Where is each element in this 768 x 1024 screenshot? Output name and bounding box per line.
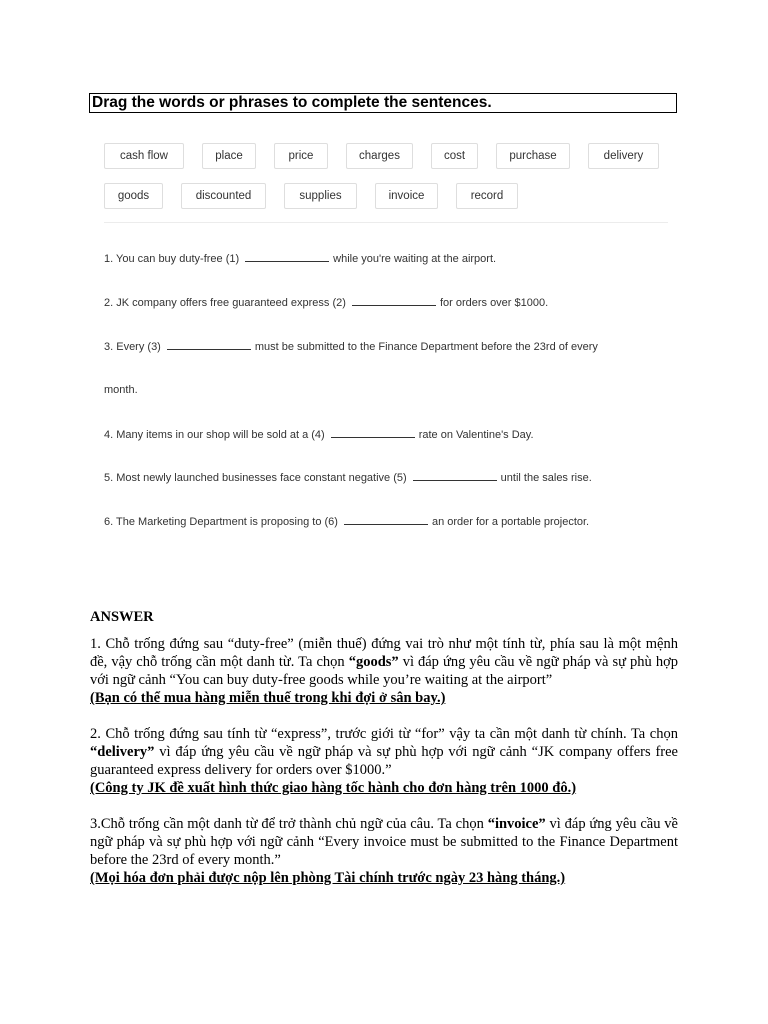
- answer-blank-5[interactable]: [413, 471, 497, 481]
- question-3-continued: [104, 384, 674, 396]
- answer-blank-3[interactable]: [167, 340, 251, 350]
- question-text: 2. JK company offers free guaranteed express (2): [104, 297, 346, 309]
- question-5: [104, 471, 674, 484]
- explanation-text: 2. Chỗ trống đứng sau tính từ “express”, trước giới từ “for” vậy ta cần một danh từ chính. Ta chọn: [90, 726, 678, 742]
- explanation-text: 1. Chỗ trống đứng sau “duty-free” (miễn thuế) đứng vai trò như một tính từ, phía sau là một mệnh đề, vậy chỗ trống cần một danh từ. Ta chọn: [90, 636, 678, 670]
- question-text: until the sales rise.: [500, 472, 592, 484]
- word-chip-delivery[interactable]: delivery: [588, 143, 659, 169]
- word-chip-place[interactable]: place: [202, 143, 256, 169]
- question-1: [104, 252, 674, 265]
- answer-key: “invoice”: [487, 816, 546, 832]
- word-bank: [104, 143, 664, 223]
- answer-translation-2: (Công ty JK đề xuất hình thức giao hàng tốc hành cho đơn hàng trên 1000 đô.): [90, 780, 577, 796]
- word-chip-cash-flow[interactable]: cash flow: [104, 143, 184, 169]
- question-text: an order for a portable projector.: [431, 516, 590, 528]
- answer-translation-1: (Bạn có thể mua hàng miễn thuế trong khi đợi ở sân bay.): [90, 690, 446, 706]
- question-2: [104, 296, 674, 309]
- word-bank-row-1: [104, 143, 664, 169]
- question-text: must be submitted to the Finance Department before the 23rd of every: [254, 341, 598, 353]
- word-chip-discounted[interactable]: discounted: [181, 183, 266, 209]
- answer-explanation-1: [90, 635, 678, 689]
- answer-explanation-2: [90, 725, 678, 779]
- word-chip-goods[interactable]: goods: [104, 183, 163, 209]
- question-text: while you're waiting at the airport.: [333, 253, 497, 265]
- word-chip-cost[interactable]: cost: [431, 143, 478, 169]
- word-bank-row-2: [104, 183, 664, 209]
- word-chip-purchase[interactable]: purchase: [496, 143, 570, 169]
- word-chip-price[interactable]: price: [274, 143, 328, 169]
- question-text: 4. Many items in our shop will be sold at a (4): [104, 429, 325, 441]
- question-4: [104, 428, 674, 441]
- answer-translation-3: (Mọi hóa đơn phải được nộp lên phòng Tài chính trước ngày 23 hàng tháng.): [90, 870, 566, 886]
- instruction-title: Drag the words or phrases to complete the sentences.: [89, 93, 677, 113]
- question-text: 5. Most newly launched businesses face constant negative (5): [104, 472, 407, 484]
- explanation-text: 3.Chỗ trống cần một danh từ để trở thành chủ ngữ của câu. Ta chọn: [90, 816, 488, 832]
- question-text: 1. You can buy duty-free (1): [104, 253, 240, 265]
- word-chip-record[interactable]: record: [456, 183, 518, 209]
- explanation-text: vì đáp ứng yêu cầu về ngữ pháp và sự phù hợp với ngữ cảnh “You can buy duty-free goods while you’re waiting at the airport”: [90, 654, 678, 688]
- word-chip-invoice[interactable]: invoice: [375, 183, 438, 209]
- question-text: 6. The Marketing Department is proposing to (6): [104, 516, 338, 528]
- divider: [104, 222, 668, 223]
- question-text: 3. Every (3): [104, 341, 161, 353]
- answer-blank-2[interactable]: [352, 296, 436, 306]
- answer-blank-1[interactable]: [245, 252, 329, 262]
- explanation-text: vì đáp ứng yêu cầu về ngữ pháp và sự phù hợp với ngữ cảnh “Every invoice must be submitted to the Finance Department before the 23rd of every month.”: [90, 816, 678, 868]
- answer-key: “delivery”: [90, 744, 155, 760]
- answer-section: [90, 608, 678, 887]
- answer-key: “goods”: [348, 654, 399, 670]
- question-6: [104, 515, 674, 528]
- question-text: rate on Valentine's Day.: [418, 429, 534, 441]
- word-chip-charges[interactable]: charges: [346, 143, 413, 169]
- answer-heading: ANSWER: [90, 609, 154, 625]
- question-text: month.: [104, 384, 138, 396]
- answer-blank-4[interactable]: [331, 428, 415, 438]
- question-3: [104, 340, 674, 353]
- answer-blank-6[interactable]: [344, 515, 428, 525]
- question-text: for orders over $1000.: [439, 297, 549, 309]
- answer-explanation-3: [90, 815, 678, 869]
- word-chip-supplies[interactable]: supplies: [284, 183, 357, 209]
- explanation-text: vì đáp ứng yêu cầu về ngữ pháp và sự phù hợp với ngữ cảnh “JK company offers free guaranteed express delivery for orders over $1000.”: [90, 744, 678, 778]
